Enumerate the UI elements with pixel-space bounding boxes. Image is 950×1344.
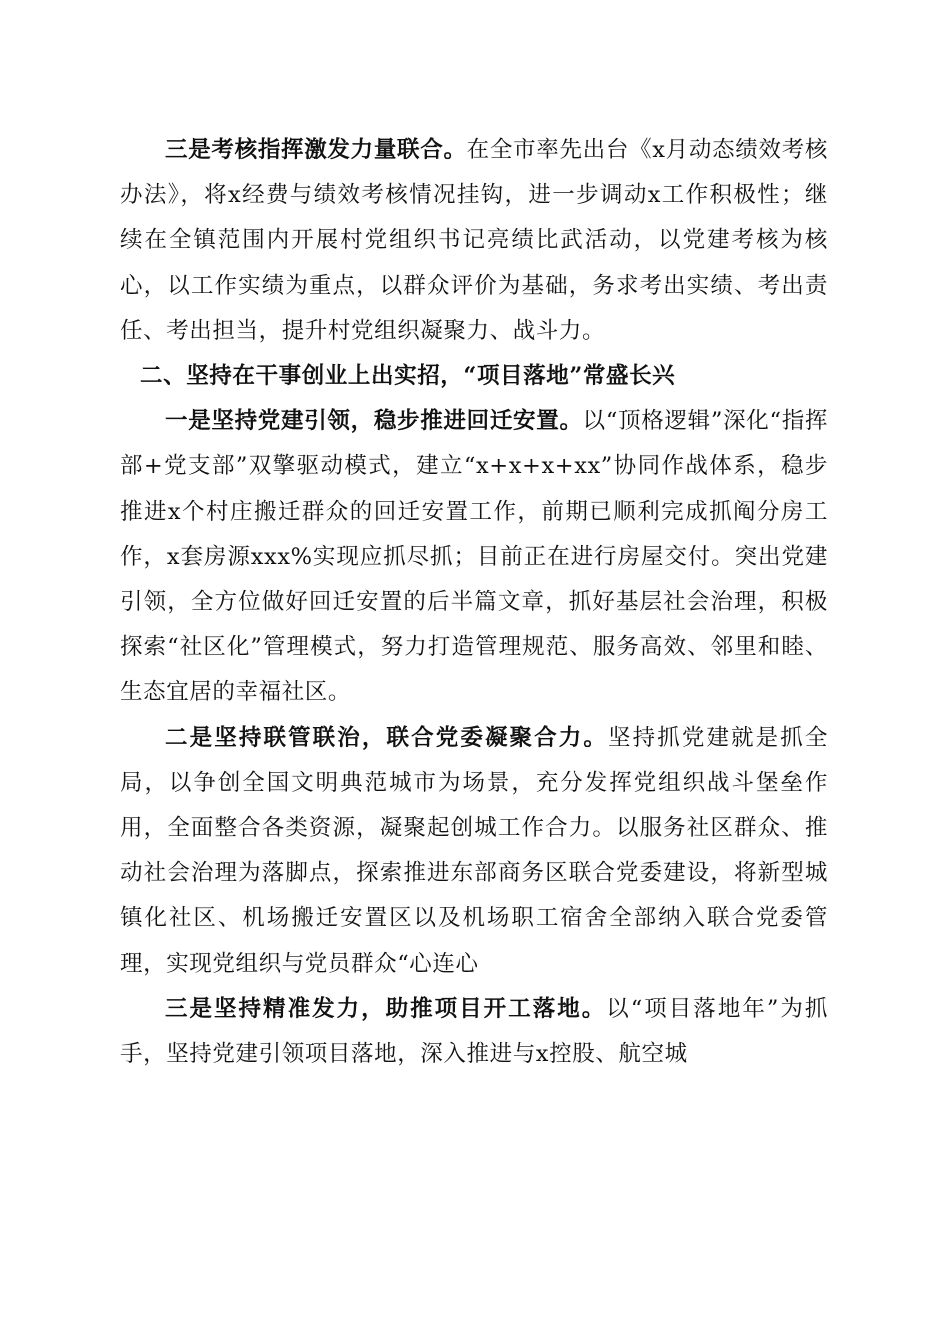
- paragraph-body: 以“项目落地年”为抓手，坚持党建引领项目落地，深入推进与x控股、航空城: [120, 995, 828, 1068]
- paragraph-body: 坚持抓党建就是抓全局，以争创全国文明典范城市为场景，充分发挥党组织战斗堡垒作用，全面整合各类资源，凝聚起创城工作合力。以服务社区群众、推动社会治理为落脚点，探索推进东部商务区联合党委建设，将新型城镇化社区、机场搬迁安置区以及机场职工宿舍全部纳入联合党委管理，实现党组织与党员群众“心连心: [120, 724, 828, 977]
- paragraph-body: 在全市率先出台《x月动态绩效考核办法》，将x经费与绩效考核情况挂钩，进一步调动x工作积极性；继续在全镇范围内开展村党组织书记亮绩比武活动，以党建考核为核心，以工作实绩为重点，以群众评价为基础，务求考出实绩、考出责任、考出担当，提升村党组织凝聚力、战斗力。: [120, 137, 828, 344]
- paragraph-lead: 三是坚持精准发力，助推项目开工落地。: [165, 995, 607, 1022]
- paragraph-resettlement: [120, 399, 828, 715]
- paragraph-lead: 一是坚持党建引领，稳步推进回迁安置。: [165, 408, 583, 435]
- paragraph-lead: 二是坚持联管联治，联合党委凝聚合力。: [165, 724, 608, 751]
- paragraph-assessment: [120, 128, 828, 354]
- document-page: [120, 128, 828, 1077]
- paragraph-body: 以“顶格逻辑”深化“指挥部+党支部”双擎驱动模式，建立“x+x+x+xx”协同作战体系，稳步推进x个村庄搬迁群众的回迁安置工作，前期已顺利完成抓阄分房工作，x套房源xxx%实现应抓尽抓；目前正在进行房屋交付。突出党建引领，全方位做好回迁安置的后半篇文章，抓好基层社会治理，积极探索“社区化”管理模式，努力打造管理规范、服务高效、邻里和睦、生态宜居的幸福社区。: [120, 408, 828, 706]
- paragraph-lead: 三是考核指挥激发力量联合。: [165, 137, 467, 163]
- paragraph-project-landing: [120, 987, 828, 1077]
- section-heading: 二、坚持在干事创业上出实招，“项目落地”常盛长兴: [140, 363, 676, 390]
- paragraph-joint-party-committee: [120, 716, 828, 987]
